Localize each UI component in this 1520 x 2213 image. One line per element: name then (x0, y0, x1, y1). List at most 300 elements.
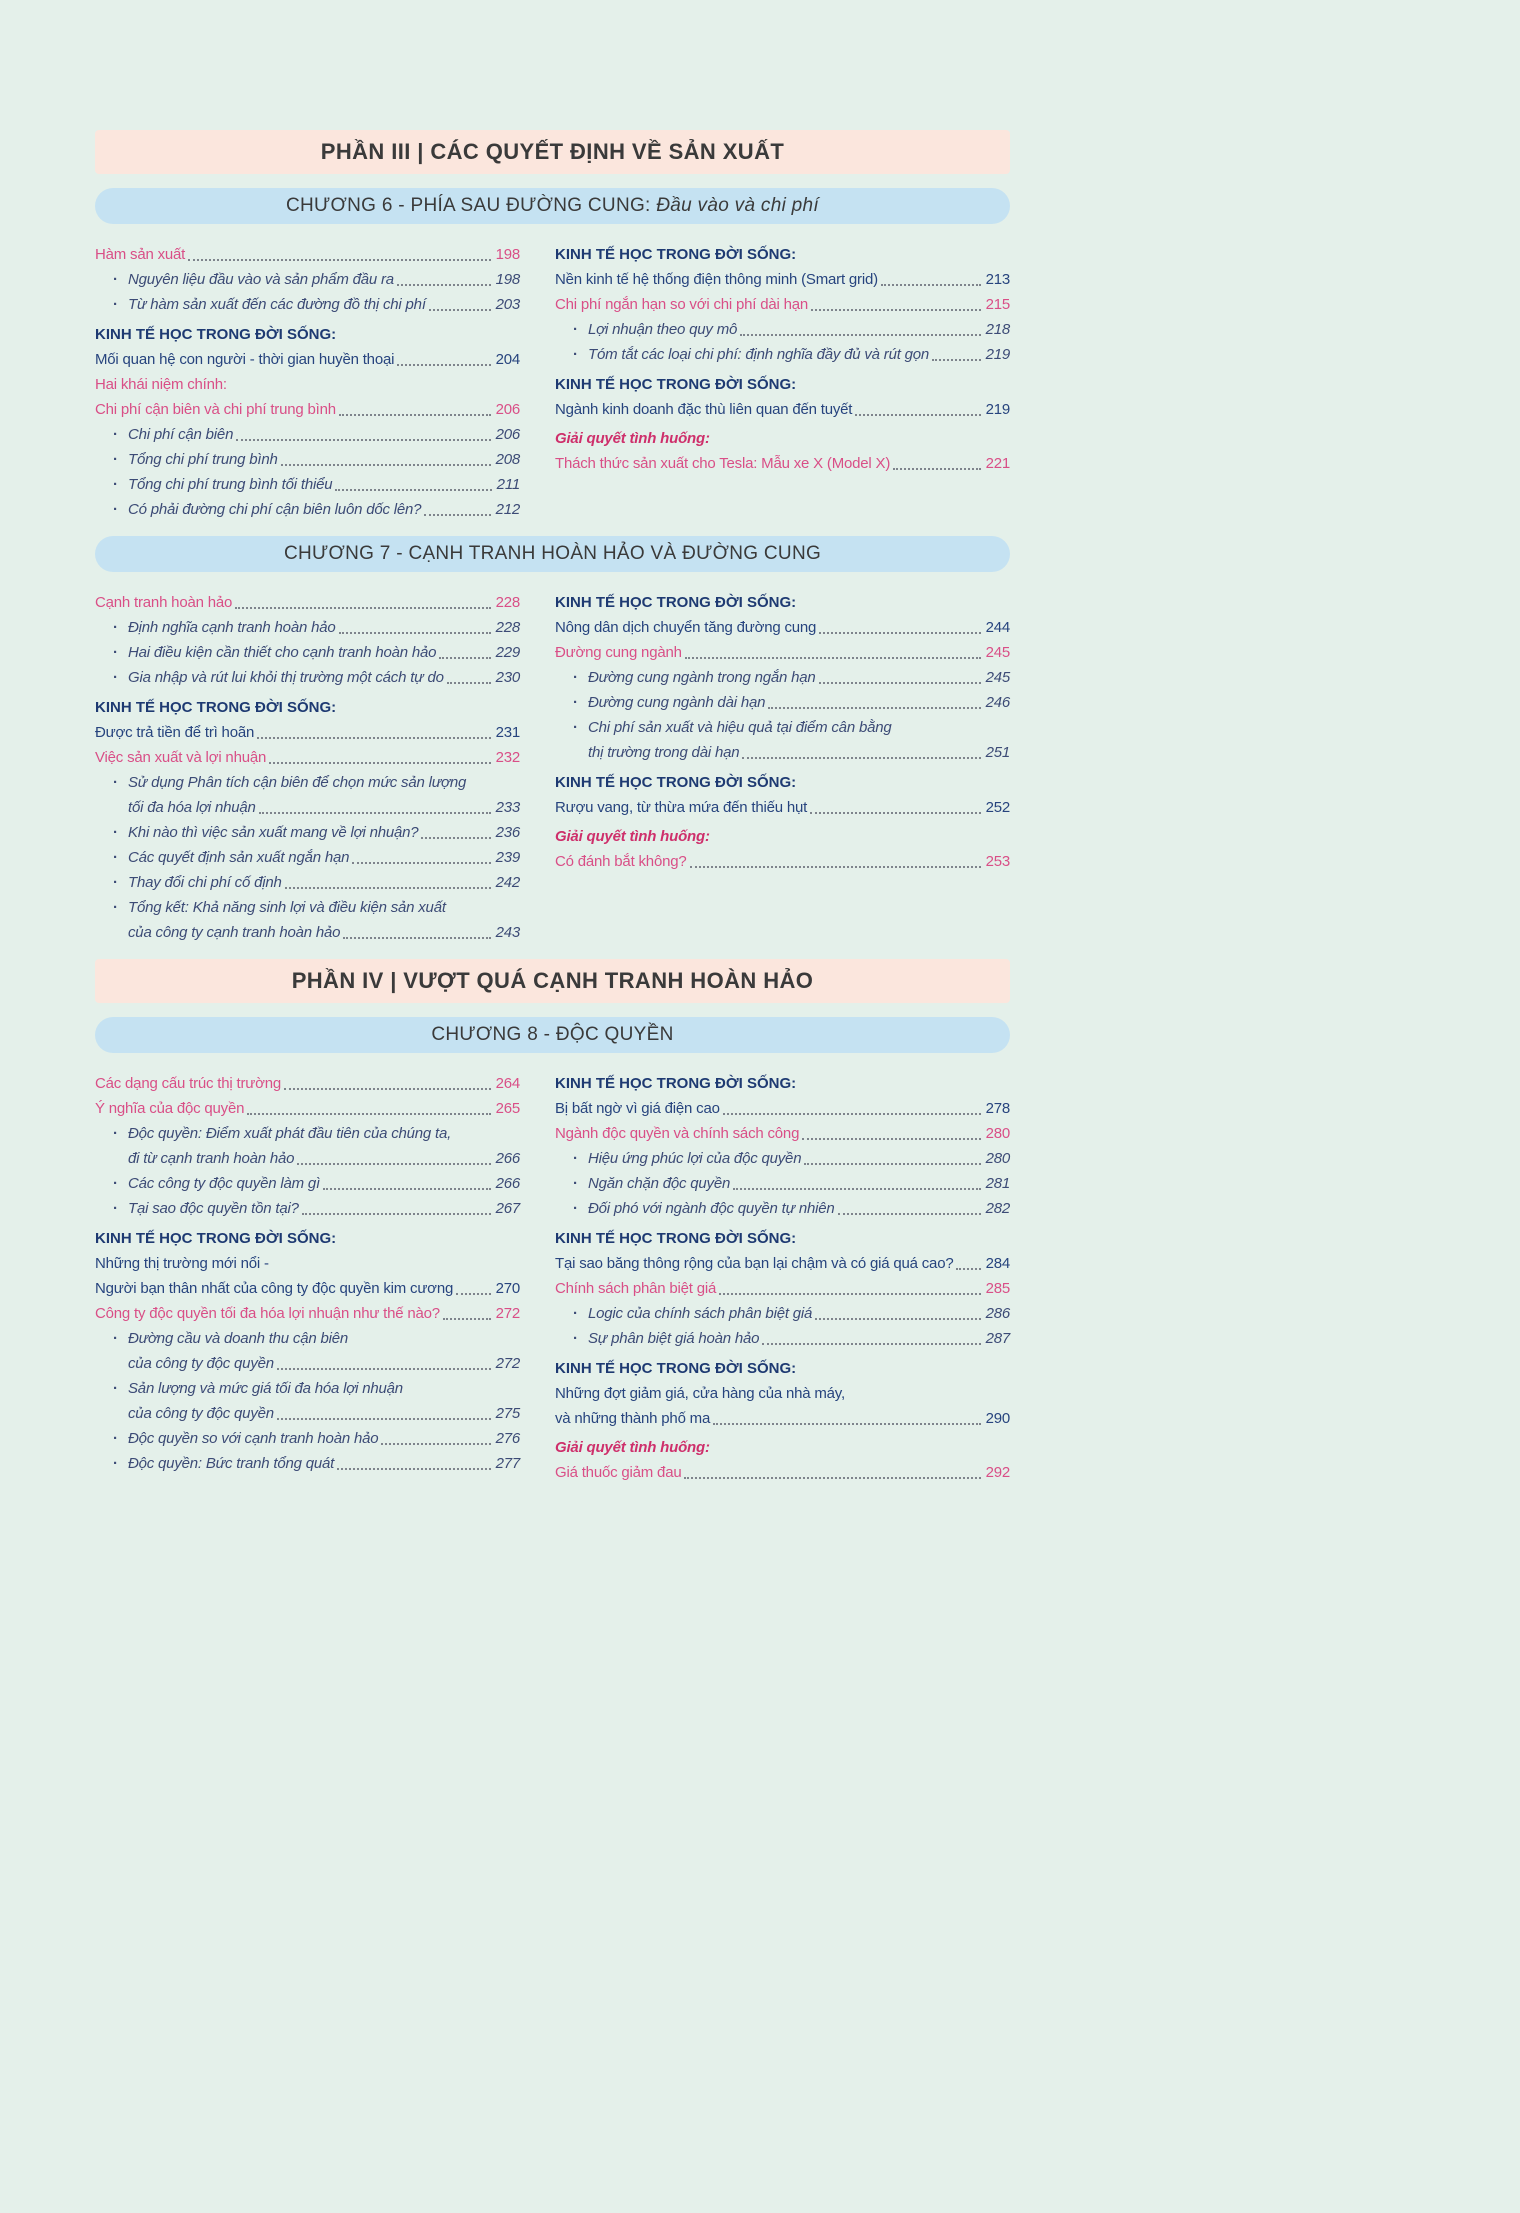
toc-entry (555, 1326, 1010, 1351)
toc-entry-text: Cạnh tranh hoàn hảo (95, 594, 233, 611)
page-number: 242 (495, 874, 520, 891)
toc-entry-text: KINH TẾ HỌC TRONG ĐỜI SỐNG: (555, 774, 797, 791)
toc-entry-text: Các dạng cấu trúc thị trường (95, 1075, 282, 1092)
page-number: 221 (985, 455, 1010, 472)
page-number: 246 (985, 694, 1010, 711)
part-3-banner (95, 130, 1010, 174)
toc-entry (555, 740, 1010, 765)
toc-entry-text: Đường cung ngành (555, 644, 682, 661)
toc-entry (95, 242, 520, 267)
toc-entry-text: Chính sách phân biệt giá (555, 1280, 717, 1297)
toc-entry (95, 347, 520, 372)
toc-entry-text: KINH TẾ HỌC TRONG ĐỜI SỐNG: (555, 246, 797, 263)
toc-entry-text: Thay đổi chi phí cố định (128, 874, 282, 891)
page-number: 213 (985, 271, 1010, 288)
toc-entry (95, 1451, 520, 1476)
page-number: 228 (495, 594, 520, 611)
toc-entry (555, 451, 1010, 476)
toc-entry (555, 640, 1010, 665)
chapter-6-banner (95, 188, 1010, 224)
bullet-marker: · (113, 669, 118, 686)
dotted-leader (802, 1138, 980, 1140)
toc-entry (95, 1096, 520, 1121)
toc-entry (95, 720, 520, 745)
page-number: 272 (495, 1305, 520, 1322)
page-number: 228 (495, 619, 520, 636)
toc-entry (95, 1071, 520, 1096)
toc-entry-text: Giá thuốc giảm đau (555, 1464, 682, 1481)
page-number: 233 (495, 799, 520, 816)
dotted-leader (236, 439, 490, 441)
dotted-leader (277, 1368, 491, 1370)
toc-entry (555, 1406, 1010, 1431)
dotted-leader (685, 657, 981, 659)
chapter-8-banner (95, 1017, 1010, 1053)
toc-entry (555, 1251, 1010, 1276)
toc-entry-text: Hai khái niệm chính: (95, 376, 227, 393)
page-number: 264 (495, 1075, 520, 1092)
dotted-leader (247, 1113, 490, 1115)
page-number: 230 (495, 669, 520, 686)
toc-entry (95, 870, 520, 895)
chapter-6-title-prefix: CHƯƠNG 6 - PHÍA SAU ĐƯỜNG CUNG: (285, 195, 657, 216)
toc-entry-text: của công ty cạnh tranh hoàn hảo (128, 924, 341, 941)
toc-entry (95, 1276, 520, 1301)
toc-entry (555, 1196, 1010, 1221)
toc-entry (555, 397, 1010, 422)
toc-entry-text: KINH TẾ HỌC TRONG ĐỜI SỐNG: (555, 1360, 797, 1377)
toc-entry-text: Đường cung ngành trong ngắn hạn (588, 669, 816, 686)
toc-entry-text: Gia nhập và rút lui khỏi thị trường một cách tự do (128, 669, 444, 686)
bullet-marker: · (113, 874, 118, 891)
toc-entry (95, 322, 520, 347)
toc-entry (95, 1301, 520, 1326)
bullet-marker: · (573, 669, 578, 686)
page-number: 203 (495, 296, 520, 313)
toc-entry (555, 372, 1010, 397)
chapter-6-right-column (555, 242, 1010, 522)
bullet-marker: · (573, 719, 578, 736)
toc-entry (95, 1326, 520, 1351)
dotted-leader (269, 762, 490, 764)
page-number: 284 (985, 1255, 1010, 1272)
toc-entry (95, 397, 520, 422)
page-number: 278 (985, 1100, 1010, 1117)
chapter-6-toc (95, 242, 1010, 522)
toc-entry (95, 1171, 520, 1196)
page-number: 232 (495, 749, 520, 766)
toc-entry-text: Độc quyền: Bức tranh tổng quát (128, 1455, 335, 1472)
toc-entry (95, 1351, 520, 1376)
toc-entry-text: Ý nghĩa của độc quyền (95, 1100, 245, 1117)
dotted-leader (690, 866, 981, 868)
toc-entry-text: Đường cung ngành dài hạn (588, 694, 766, 711)
toc-entry (555, 715, 1010, 740)
toc-entry (555, 770, 1010, 795)
dotted-leader (285, 887, 491, 889)
dotted-leader (684, 1477, 980, 1479)
toc-entry (555, 590, 1010, 615)
toc-entry-text: Sản lượng và mức giá tối đa hóa lợi nhuận (128, 1380, 403, 1397)
page-number: 204 (495, 351, 520, 368)
page-number: 290 (985, 1410, 1010, 1427)
toc-entry (555, 267, 1010, 292)
toc-entry (95, 1401, 520, 1426)
toc-entry-text: Logic của chính sách phân biệt giá (588, 1305, 813, 1322)
toc-entry (95, 447, 520, 472)
bullet-marker: · (113, 824, 118, 841)
toc-entry (95, 590, 520, 615)
toc-entry (555, 242, 1010, 267)
bullet-marker: · (113, 1380, 118, 1397)
toc-entry-text: Chi phí ngắn hạn so với chi phí dài hạn (555, 296, 809, 313)
toc-entry (95, 745, 520, 770)
bullet-marker: · (113, 1125, 118, 1142)
dotted-leader (762, 1343, 980, 1345)
toc-entry-text: tối đa hóa lợi nhuận (128, 799, 256, 816)
toc-entry-text: Tổng kết: Khả năng sinh lợi và điều kiện sản xuất (128, 899, 446, 916)
dotted-leader (855, 414, 980, 416)
chapter-7-banner (95, 536, 1010, 572)
chapter-7-left-column (95, 590, 520, 945)
toc-entry-text: Có phải đường chi phí cận biên luôn dốc lên? (128, 501, 422, 518)
dotted-leader (381, 1443, 490, 1445)
dotted-leader (742, 757, 980, 759)
dotted-leader (439, 657, 490, 659)
toc-entry-text: KINH TẾ HỌC TRONG ĐỜI SỐNG: (95, 699, 337, 716)
dotted-leader (257, 737, 490, 739)
toc-entry-text: đi từ cạnh tranh hoàn hảo (128, 1150, 295, 1167)
bullet-marker: · (573, 1175, 578, 1192)
page-number: 206 (495, 401, 520, 418)
toc-entry-text: Các quyết định sản xuất ngắn hạn (128, 849, 350, 866)
toc-entry-text: KINH TẾ HỌC TRONG ĐỜI SỐNG: (555, 1075, 797, 1092)
toc-entry-text: Giải quyết tình huống: (555, 828, 710, 845)
toc-entry-text: của công ty độc quyền (128, 1355, 274, 1372)
dotted-leader (281, 464, 491, 466)
toc-entry (95, 770, 520, 795)
toc-entry (95, 372, 520, 397)
page-number: 244 (985, 619, 1010, 636)
toc-entry-text: KINH TẾ HỌC TRONG ĐỜI SỐNG: (555, 594, 797, 611)
bullet-marker: · (573, 1200, 578, 1217)
toc-entry (555, 1301, 1010, 1326)
dotted-leader (352, 862, 490, 864)
chapter-6-title (286, 195, 819, 217)
dotted-leader (339, 414, 491, 416)
toc-entry-text: KINH TẾ HỌC TRONG ĐỜI SỐNG: (555, 1230, 797, 1247)
toc-entry (95, 695, 520, 720)
toc-entry (555, 1460, 1010, 1485)
dotted-leader (443, 1318, 491, 1320)
toc-entry (95, 292, 520, 317)
toc-entry-text: Đường cầu và doanh thu cận biên (128, 1330, 349, 1347)
dotted-leader (302, 1213, 491, 1215)
bullet-marker: · (113, 476, 118, 493)
toc-entry (555, 1121, 1010, 1146)
toc-entry-text: Nông dân dịch chuyển tăng đường cung (555, 619, 817, 636)
chapter-7-right-column (555, 590, 1010, 945)
bullet-marker: · (573, 1330, 578, 1347)
toc-entry (555, 1146, 1010, 1171)
toc-entry-text: Tóm tắt các loại chi phí: định nghĩa đầy đủ và rút gọn (588, 346, 930, 363)
toc-entry (555, 1381, 1010, 1406)
page-number: 266 (495, 1175, 520, 1192)
chapter-8-left-column (95, 1071, 520, 1485)
page-number: 218 (985, 321, 1010, 338)
dotted-leader (429, 309, 491, 311)
toc-entry (95, 665, 520, 690)
toc-entry-text: Những thị trường mới nổi - (95, 1255, 269, 1272)
dotted-leader (893, 468, 980, 470)
dotted-leader (740, 334, 980, 336)
dotted-leader (932, 359, 980, 361)
toc-entry (555, 665, 1010, 690)
toc-entry (95, 820, 520, 845)
dotted-leader (259, 812, 491, 814)
dotted-leader (323, 1188, 491, 1190)
page-number: 277 (495, 1455, 520, 1472)
bullet-marker: · (113, 501, 118, 518)
toc-entry (95, 1426, 520, 1451)
toc-entry (555, 1071, 1010, 1096)
toc-entry-text: Những đợt giảm giá, cửa hàng của nhà máy, (555, 1385, 845, 1402)
toc-entry (555, 690, 1010, 715)
toc-entry-text: Đối phó với ngành độc quyền tự nhiên (588, 1200, 835, 1217)
page-number: 243 (495, 924, 520, 941)
toc-entry (95, 472, 520, 497)
page-number: 229 (495, 644, 520, 661)
page-number: 285 (985, 1280, 1010, 1297)
bullet-marker: · (113, 899, 118, 916)
toc-entry-text: Giải quyết tình huống: (555, 430, 710, 447)
toc-entry-text: thị trường trong dài hạn (588, 744, 740, 761)
dotted-leader (277, 1418, 491, 1420)
toc-entry-text: Rượu vang, từ thừa mứa đến thiếu hụt (555, 799, 808, 816)
toc-entry (555, 426, 1010, 451)
page-number: 219 (985, 401, 1010, 418)
toc-entry (555, 1096, 1010, 1121)
bullet-marker: · (113, 1430, 118, 1447)
toc-entry (555, 1356, 1010, 1381)
bullet-marker: · (113, 644, 118, 661)
dotted-leader (819, 682, 981, 684)
dotted-leader (838, 1213, 981, 1215)
toc-entry (555, 1276, 1010, 1301)
dotted-leader (815, 1318, 980, 1320)
toc-entry-text: Thách thức sản xuất cho Tesla: Mẫu xe X (Model X) (555, 455, 891, 472)
dotted-leader (768, 707, 980, 709)
toc-entry-text: Ngành kinh doanh đặc thù liên quan đến tuyết (555, 401, 853, 418)
page-number: 267 (495, 1200, 520, 1217)
toc-entry-text: Bị bất ngờ vì giá điện cao (555, 1100, 720, 1117)
toc-entry-text: Từ hàm sản xuất đến các đường đồ thị chi phí (128, 296, 426, 313)
toc-entry (95, 1146, 520, 1171)
toc-entry (95, 795, 520, 820)
page-number: 275 (495, 1405, 520, 1422)
page-number: 252 (985, 799, 1010, 816)
toc-entry (95, 640, 520, 665)
toc-entry-text: Độc quyền: Điểm xuất phát đầu tiên của chúng ta, (128, 1125, 452, 1142)
chapter-8-title: CHƯƠNG 8 - ĐỘC QUYỀN (431, 1024, 674, 1045)
bullet-marker: · (113, 849, 118, 866)
toc-entry (95, 267, 520, 292)
bullet-marker: · (113, 296, 118, 313)
toc-entry (95, 1121, 520, 1146)
page-number: 286 (985, 1305, 1010, 1322)
page-number: 236 (495, 824, 520, 841)
dotted-leader (447, 682, 491, 684)
bullet-marker: · (573, 321, 578, 338)
page-number: 280 (985, 1125, 1010, 1142)
bullet-marker: · (573, 1305, 578, 1322)
page-number: 206 (495, 426, 520, 443)
toc-entry (95, 1196, 520, 1221)
toc-entry-text: Khi nào thì việc sản xuất mang về lợi nhuận? (128, 824, 419, 841)
page-number: 211 (496, 476, 520, 493)
page-number: 266 (495, 1150, 520, 1167)
toc-entry-text: Sử dụng Phân tích cận biên để chọn mức sản lượng (128, 774, 467, 791)
toc-entry-text: KINH TẾ HỌC TRONG ĐỜI SỐNG: (555, 376, 797, 393)
toc-entry (555, 849, 1010, 874)
dotted-leader (810, 812, 980, 814)
page-number: 239 (495, 849, 520, 866)
toc-entry-text: Hai điều kiện cần thiết cho cạnh tranh hoàn hảo (128, 644, 437, 661)
dotted-leader (337, 1468, 490, 1470)
dotted-leader (335, 489, 491, 491)
toc-entry (555, 292, 1010, 317)
toc-entry (555, 342, 1010, 367)
toc-entry-text: Chi phí cận biên (128, 426, 234, 443)
toc-entry (555, 795, 1010, 820)
toc-entry-text: Tổng chi phí trung bình (128, 451, 278, 468)
toc-entry-text: Hàm sản xuất (95, 246, 186, 263)
toc-entry-text: KINH TẾ HỌC TRONG ĐỜI SỐNG: (95, 1230, 337, 1247)
page-number: 251 (985, 744, 1010, 761)
toc-entry-text: Các công ty độc quyền làm gì (128, 1175, 321, 1192)
toc-content (95, 130, 1010, 1499)
toc-entry-text: Người bạn thân nhất của công ty độc quyền kim cương (95, 1280, 454, 1297)
chapter-7-title: CHƯƠNG 7 - CẠNH TRANH HOÀN HẢO VÀ ĐƯỜNG CUNG (283, 543, 822, 564)
bullet-marker: · (113, 619, 118, 636)
toc-entry (95, 895, 520, 920)
dotted-leader (397, 284, 491, 286)
toc-entry (555, 1435, 1010, 1460)
toc-entry-text: Định nghĩa cạnh tranh hoàn hảo (128, 619, 336, 636)
toc-entry-text: Có đánh bắt không? (555, 853, 687, 870)
toc-entry (555, 615, 1010, 640)
bullet-marker: · (113, 1175, 118, 1192)
page-number: 265 (495, 1100, 520, 1117)
toc-entry-text: Chi phí sản xuất và hiệu quả tại điểm cân bằng (588, 719, 892, 736)
page-number: 245 (985, 669, 1010, 686)
page-number: 270 (495, 1280, 520, 1297)
bullet-marker: · (113, 451, 118, 468)
page-number: 272 (495, 1355, 520, 1372)
bullet-marker: · (113, 1200, 118, 1217)
toc-entry-text: của công ty độc quyền (128, 1405, 274, 1422)
part-3-title: PHẦN III | CÁC QUYẾT ĐỊNH VỀ SẢN XUẤT (320, 139, 785, 164)
dotted-leader (297, 1163, 490, 1165)
bullet-marker: · (113, 426, 118, 443)
dotted-leader (723, 1113, 981, 1115)
dotted-leader (424, 514, 490, 516)
page-number: 287 (985, 1330, 1010, 1347)
toc-entry-text: và những thành phố ma (555, 1410, 711, 1427)
toc-entry (555, 824, 1010, 849)
page-number: 280 (985, 1150, 1010, 1167)
toc-entry-text: Lợi nhuận theo quy mô (588, 321, 738, 338)
toc-entry (555, 317, 1010, 342)
toc-entry (95, 422, 520, 447)
toc-entry (95, 1376, 520, 1401)
page-number: 208 (495, 451, 520, 468)
dotted-leader (343, 937, 490, 939)
dotted-leader (819, 632, 980, 634)
toc-entry (95, 615, 520, 640)
toc-entry-text: Sự phân biệt giá hoàn hảo (588, 1330, 760, 1347)
bullet-marker: · (113, 1330, 118, 1347)
chapter-6-left-column (95, 242, 520, 522)
dotted-leader (235, 607, 490, 609)
toc-entry-text: Tại sao băng thông rộng của bạn lại chậm và có giá quá cao? (555, 1255, 954, 1272)
bullet-marker: · (573, 1150, 578, 1167)
chapter-6-title-subtitle: Đầu vào và chi phí (656, 195, 819, 216)
dotted-leader (956, 1268, 980, 1270)
page-number: 281 (985, 1175, 1010, 1192)
toc-entry (95, 497, 520, 522)
bullet-marker: · (113, 271, 118, 288)
dotted-leader (284, 1088, 491, 1090)
dotted-leader (713, 1423, 980, 1425)
page-number: 292 (985, 1464, 1010, 1481)
dotted-leader (804, 1163, 980, 1165)
bullet-marker: · (113, 774, 118, 791)
page-number: 198 (495, 271, 520, 288)
bullet-marker: · (573, 346, 578, 363)
dotted-leader (733, 1188, 980, 1190)
toc-entry-text: KINH TẾ HỌC TRONG ĐỜI SỐNG: (95, 326, 337, 343)
dotted-leader (456, 1293, 490, 1295)
bullet-marker: · (573, 694, 578, 711)
toc-entry-text: Ngành độc quyền và chính sách công (555, 1125, 800, 1142)
toc-entry-text: Tổng chi phí trung bình tối thiểu (128, 476, 333, 493)
toc-entry-text: Độc quyền so với cạnh tranh hoàn hảo (128, 1430, 379, 1447)
dotted-leader (719, 1293, 980, 1295)
toc-entry (95, 845, 520, 870)
toc-entry-text: Hiệu ứng phúc lợi của độc quyền (588, 1150, 802, 1167)
page-number: 215 (985, 296, 1010, 313)
page-number: 198 (495, 246, 520, 263)
toc-entry-text: Tại sao độc quyền tồn tại? (128, 1200, 299, 1217)
part-4-title: PHẦN IV | VƯỢT QUÁ CẠNH TRANH HOÀN HẢO (291, 968, 814, 993)
dotted-leader (881, 284, 981, 286)
toc-entry-text: Nền kinh tế hệ thống điện thông minh (Smart grid) (555, 271, 878, 288)
page-number: 231 (495, 724, 520, 741)
toc-entry-text: Việc sản xuất và lợi nhuận (95, 749, 267, 766)
dotted-leader (421, 837, 490, 839)
toc-entry (555, 1226, 1010, 1251)
toc-entry (555, 1171, 1010, 1196)
toc-entry-text: Chi phí cận biên và chi phí trung bình (95, 401, 336, 418)
toc-entry (95, 1251, 520, 1276)
chapter-8-right-column (555, 1071, 1010, 1485)
page-number: 219 (985, 346, 1010, 363)
toc-entry-text: Giải quyết tình huống: (555, 1439, 710, 1456)
page-number: 245 (985, 644, 1010, 661)
toc-entry (95, 920, 520, 945)
chapter-7-toc (95, 590, 1010, 945)
